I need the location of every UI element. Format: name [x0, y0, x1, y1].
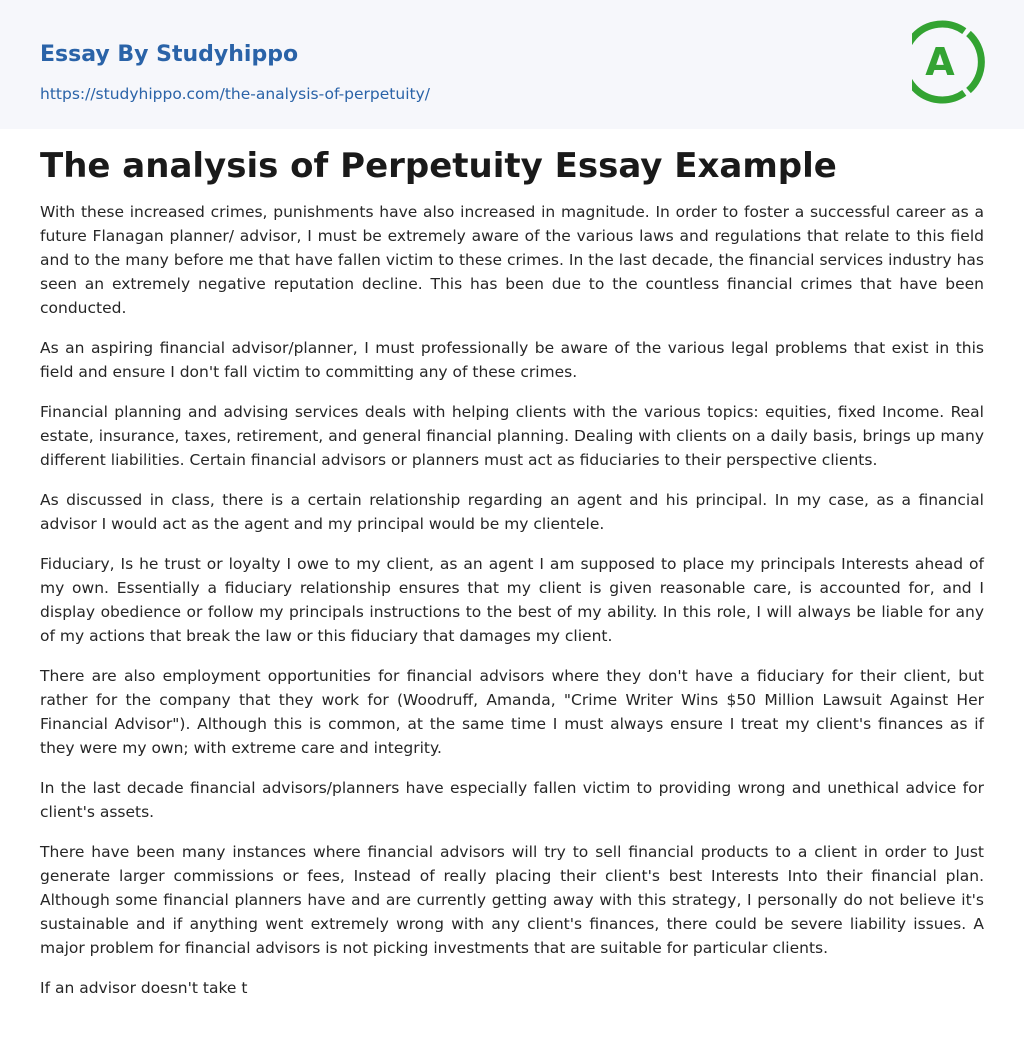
page-title: The analysis of Perpetuity Essay Example [40, 146, 837, 186]
site-header [0, 0, 1024, 129]
article-url-link[interactable]: https://studyhippo.com/the-analysis-of-perpetuity/ [40, 85, 430, 103]
article-paragraph: With these increased crimes, punishments have also increased in magnitude. In order to foster a successful career as a future Flanagan planner/ advisor, I must be extremely aware of the various laws and regulations that relate to this field and to the many before me that have fallen victim to these crimes. In the last decade, the financial services industry has seen an extremely negative reputation decline. This has been due to the countless financial crimes that have been conducted. [40, 203, 984, 317]
studyhippo-logo-icon[interactable] [912, 19, 988, 105]
article-paragraph: In the last decade financial advisors/planners have especially fallen victim to providing wrong and unethical advice for client's assets. [40, 779, 984, 821]
site-brand[interactable]: Essay By Studyhippo [40, 42, 299, 67]
logo-letter: A [925, 40, 955, 84]
article-paragraph: There have been many instances where financial advisors will try to sell financial products to a client in order to Just generate larger commissions or fees, Instead of really placing their client's best Interests Into their financial plan. Although some financial planners have and are currently getting away with this strategy, I personally do not believe it's sustainable and if anything went extremely wrong with any client's finances, there could be severe liability issues. A major problem for financial advisors is not picking investments that are suitable for particular clients. [40, 843, 984, 957]
article-paragraph: Fiduciary, Is he trust or loyalty I owe to my client, as an agent I am supposed to place my principals Interests ahead of my own. Essentially a fiduciary relationship ensures that my client is given reasonable care, is accounted for, and I display obedience or follow my principals instructions to the best of my ability. In this role, I will always be liable for any of my actions that break the law or this fiduciary that damages my client. [40, 555, 984, 645]
article-paragraph: Financial planning and advising services deals with helping clients with the various topics: equities, fixed Income. Real estate, insurance, taxes, retirement, and general financial planning. Dealing with clients on a daily basis, brings up many different liabilities. Certain financial advisors or planners must act as fiduciaries to their perspective clients. [40, 403, 984, 469]
article-paragraph: There are also employment opportunities for financial advisors where they don't have a fiduciary for their client, but rather for the company that they work for (Woodruff, Amanda, "Crime Writer Wins $50 Million Lawsuit Against Her Financial Advisor"). Although this is common, at the same time I must always ensure I treat my client's finances as if they were my own; with extreme care and integrity. [40, 667, 984, 757]
article-paragraph-truncated: If an advisor doesn't take t [40, 979, 248, 997]
article-paragraph: As discussed in class, there is a certain relationship regarding an agent and his principal. In my case, as a financial advisor I would act as the agent and my principal would be my clientele. [40, 491, 984, 533]
article-paragraph: As an aspiring financial advisor/planner, I must professionally be aware of the various legal problems that exist in this field and ensure I don't fall victim to committing any of these crimes. [40, 339, 984, 381]
article-body [40, 200, 984, 1016]
